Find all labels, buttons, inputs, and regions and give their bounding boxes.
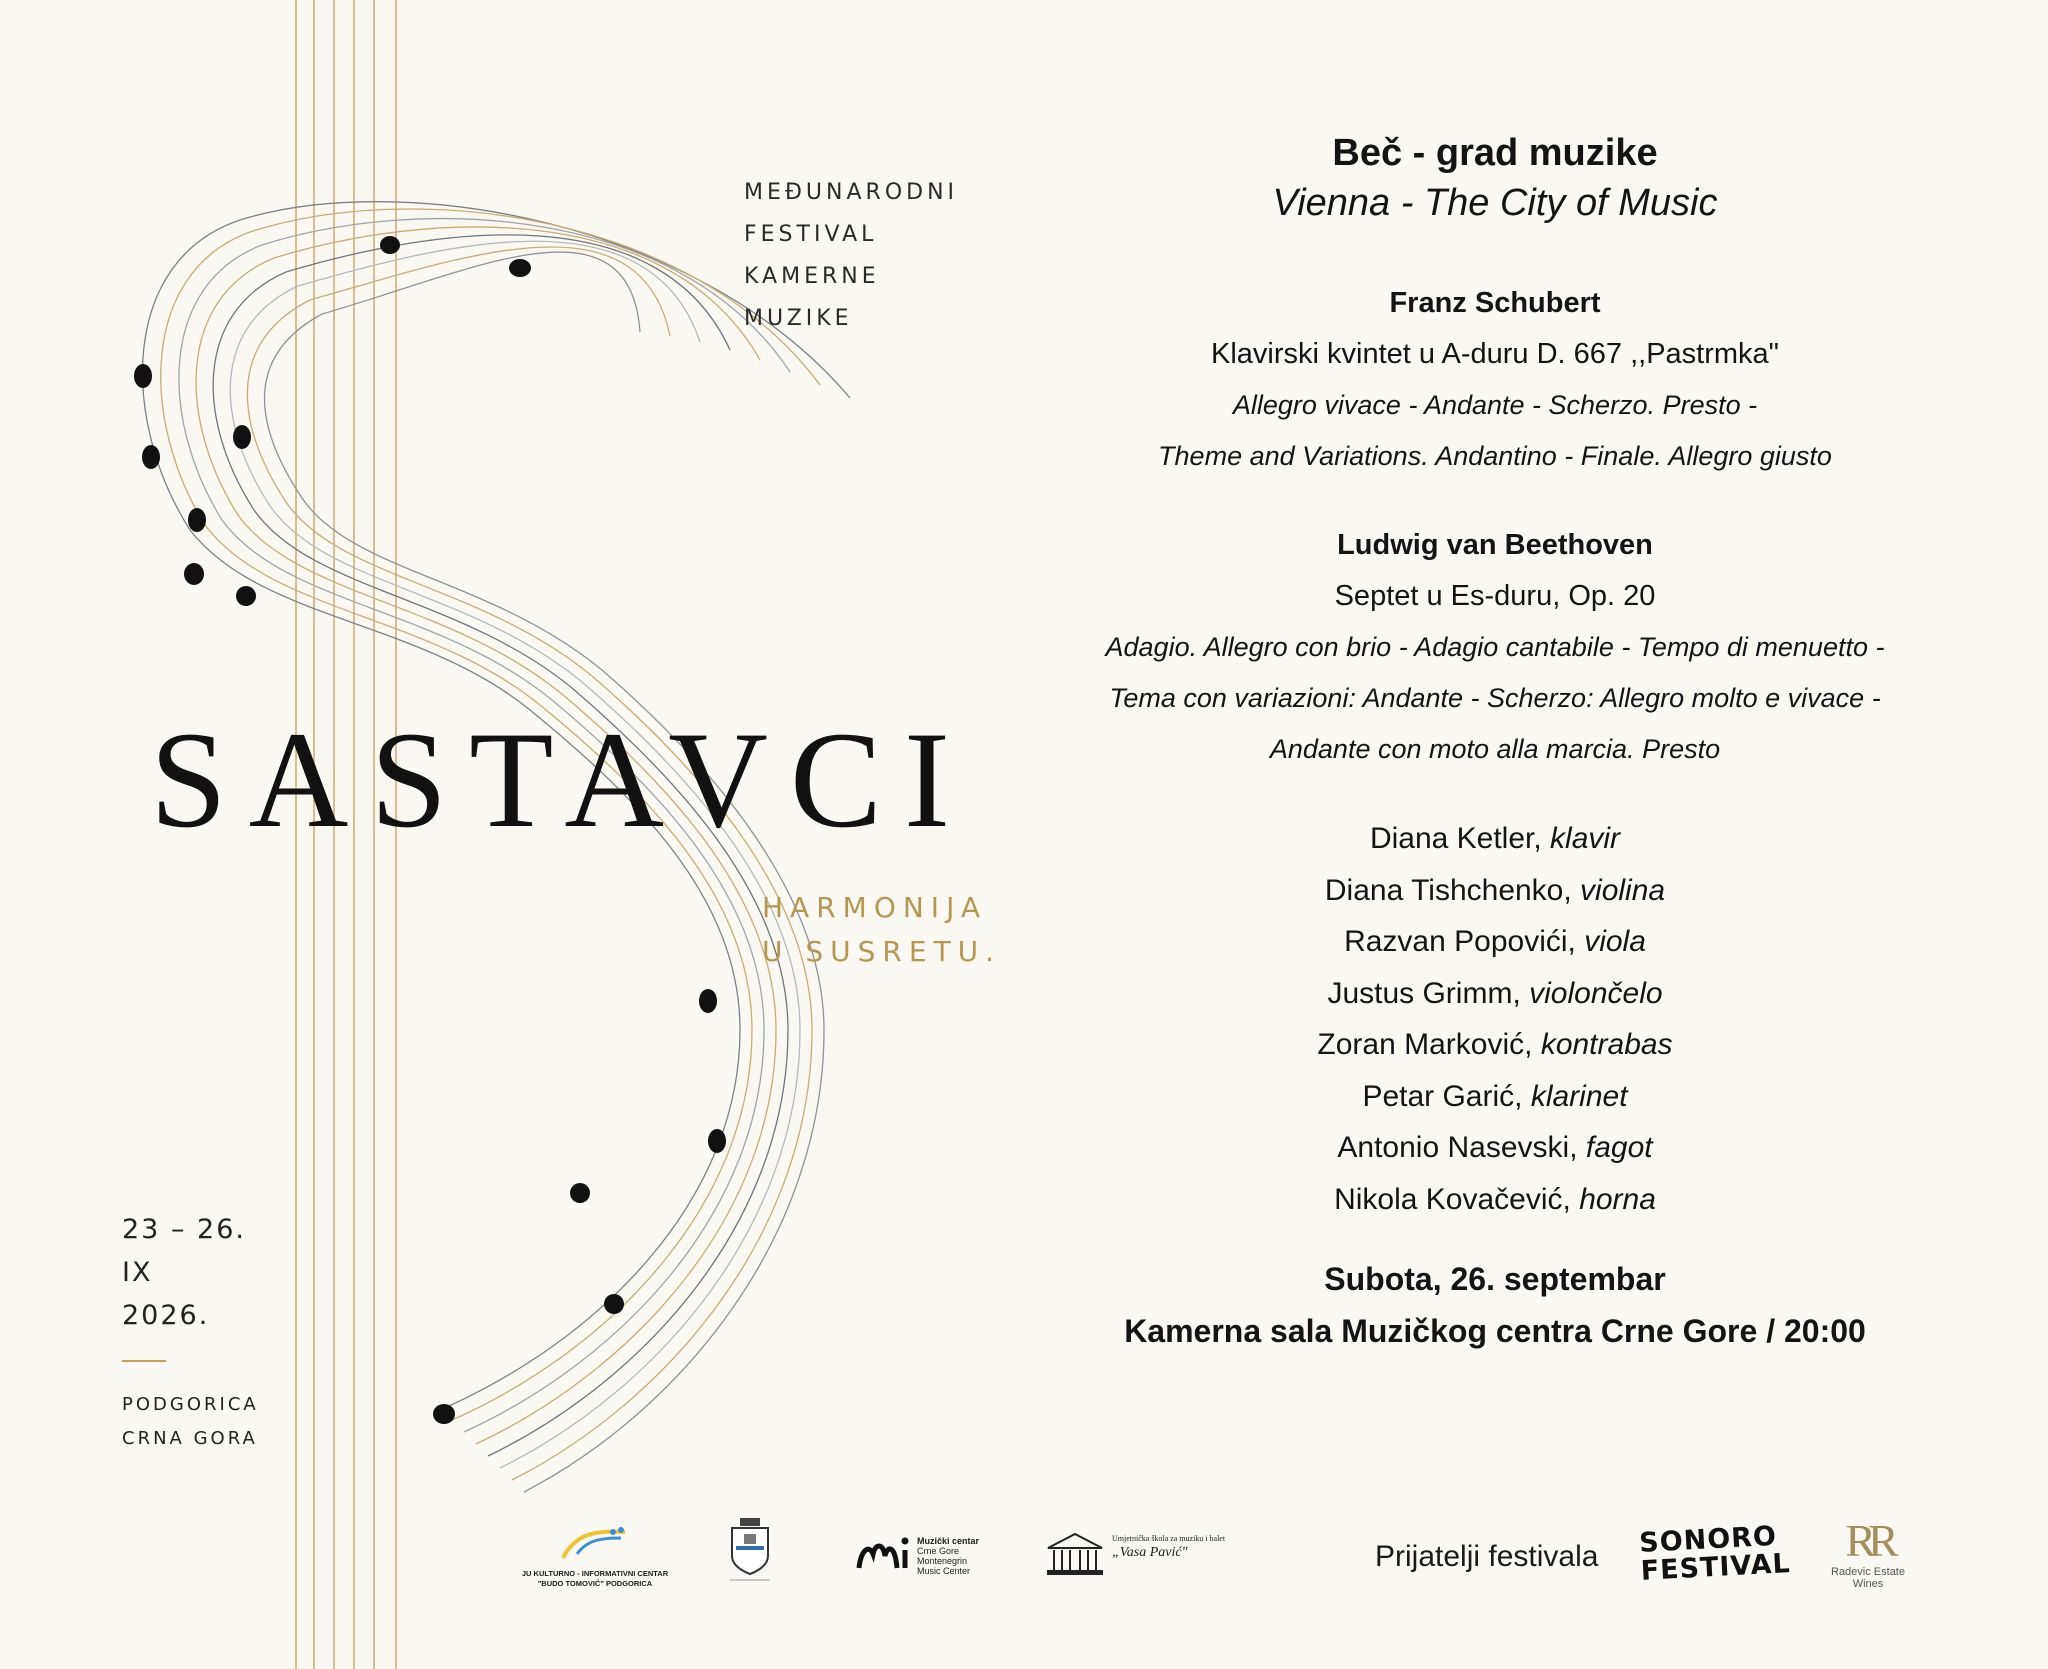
performer: Diana Ketler, klavir [1369, 822, 1621, 855]
performer-instrument: klarinet [1530, 1079, 1628, 1113]
performer: Diana Tishchenko, violina [1324, 873, 1666, 907]
performer-instrument: klavir [1550, 822, 1621, 855]
mcg-name-3: Montenegrin [917, 1556, 968, 1566]
performer-instrument: fagot [1585, 1131, 1653, 1164]
tagline-line: KAMERNE [744, 264, 880, 289]
performer: Justus Grimm, violončelo [1327, 976, 1663, 1010]
movements-line: Andante con moto alla marcia. Presto [1269, 734, 1721, 764]
tagline-line: MUZIKE [744, 306, 853, 331]
performer-name: Diana Ketler [1369, 822, 1534, 855]
kic-emblem-icon [555, 1524, 635, 1564]
work-title: Klavirski kvintet u A-duru D. 667 ,,Pastrmka" [1211, 338, 1779, 370]
motto-line-2: U SUSRETU. [762, 935, 1002, 968]
sonoro-line-2: FESTIVAL [1639, 1548, 1792, 1587]
festival-tagline [744, 172, 958, 340]
kic-name-2: "BUDO TOMOVIĆ" PODGORICA [537, 1579, 653, 1588]
mcg-name-1: Muzički centar [917, 1536, 980, 1546]
performer-instrument: violončelo [1529, 976, 1663, 1010]
mcg-name-2: Crne Gore [917, 1546, 960, 1556]
dates-year: 2026. [122, 1300, 210, 1331]
composer-name: Ludwig van Beethoven [1337, 529, 1653, 561]
performer: Zoran Marković, kontrabas [1317, 1028, 1673, 1061]
program-title: Beč - grad muzike [1332, 132, 1658, 174]
performer-name: Diana Tishchenko [1324, 873, 1564, 907]
movements-line: Tema con variazioni: Andante - Scherzo: Allegro molto e vivace - [1109, 683, 1881, 713]
radevic-logo [1818, 1516, 1918, 1590]
performer: Petar Garić, klarinet [1362, 1079, 1628, 1113]
movements-line: Theme and Variations. Andantino - Finale. Allegro giusto [1158, 441, 1832, 471]
composer-name: Franz Schubert [1389, 287, 1601, 319]
crest-icon [724, 1516, 776, 1586]
performer-instrument: horna [1579, 1182, 1656, 1216]
sonoro-festival-logo [1639, 1522, 1792, 1586]
performer-name: Justus Grimm [1327, 976, 1513, 1010]
performer: Nikola Kovačević, horna [1334, 1182, 1656, 1216]
dates-days: 23 – 26. [122, 1214, 246, 1245]
kic-logo [520, 1524, 670, 1589]
tagline-line: FESTIVAL [744, 222, 878, 247]
festival-dates [122, 1208, 246, 1337]
performer-instrument: viola [1584, 925, 1646, 958]
performers-list [1090, 813, 1900, 1225]
school-name-1: Umjetnička škola za muziku i balet [1112, 1534, 1226, 1543]
friends-label: Prijatelji festivala [1375, 1540, 1599, 1573]
concert-date: Subota, 26. septembar [1324, 1261, 1666, 1297]
radevic-name: Radevic Estate Wines [1831, 1566, 1905, 1590]
dates-month: IX [122, 1257, 153, 1288]
work-title: Septet u Es-duru, Op. 20 [1334, 580, 1656, 612]
performer-name: Razvan Popovići [1344, 925, 1568, 958]
performer: Antonio Nasevski, fagot [1337, 1131, 1653, 1164]
mcg-name-4: Music Center [917, 1566, 971, 1576]
sonoro-line-1: SONORO [1638, 1520, 1778, 1559]
gold-divider [122, 1360, 166, 1362]
movements-line: Allegro vivace - Andante - Scherzo. Presto - [1232, 390, 1758, 420]
location-city: PODGORICA [122, 1394, 259, 1415]
kic-name-1: JU KULTURNO - INFORMATIVNI CENTAR [521, 1569, 669, 1578]
festival-name: SASTAVCI [150, 703, 972, 856]
location-country: CRNA GORA [122, 1428, 258, 1449]
program-title-en: Vienna - The City of Music [1272, 182, 1718, 224]
performer-name: Zoran Marković [1317, 1028, 1525, 1061]
performer-name: Petar Garić [1362, 1079, 1515, 1113]
performer-name: Antonio Nasevski [1337, 1131, 1570, 1164]
movements-line: Adagio. Allegro con brio - Adagio cantabile - Tempo di menuetto - [1105, 632, 1885, 662]
building-icon [1044, 1530, 1106, 1578]
performer: Razvan Popovići, viola [1344, 925, 1646, 958]
performer-name: Nikola Kovačević [1334, 1182, 1563, 1216]
tagline-line: MEĐUNARODNI [744, 180, 959, 205]
school-name-2: „Vasa Pavić" [1112, 1545, 1188, 1560]
performer-instrument: kontrabas [1540, 1028, 1673, 1061]
festival-motto [762, 886, 1001, 974]
motto-line-1: HARMONIJA [762, 891, 987, 924]
festival-location [122, 1388, 259, 1456]
rr-monogram-icon: RR [1845, 1515, 1891, 1566]
concert-venue: Kamerna sala Muzičkog centra Crne Gore / 20:00 [1124, 1313, 1866, 1349]
city-crest-logo [724, 1516, 776, 1591]
mcg-monogram-icon [855, 1534, 915, 1574]
concert-program [1090, 128, 1900, 1357]
performer-instrument: violina [1580, 873, 1666, 907]
